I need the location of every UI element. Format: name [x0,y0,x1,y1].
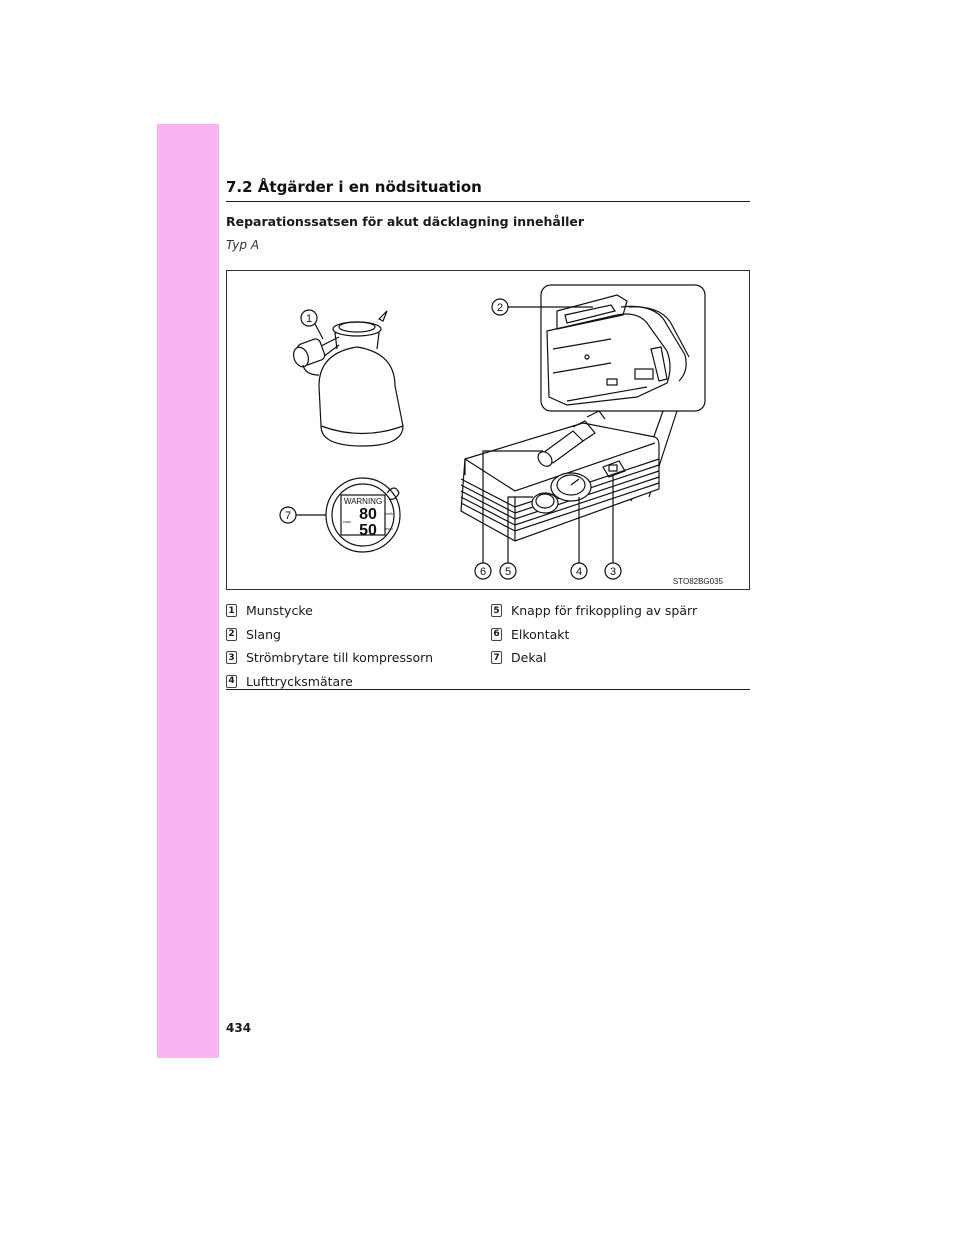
kit-contents-heading: Reparationssatsen för akut däcklagning innehåller [226,214,585,229]
callout-5: 5 [504,566,512,578]
legend-item [491,599,697,623]
type-label: Typ A [226,238,260,252]
legend-label: Knapp för frikoppling av spärr [511,603,698,619]
legend-number: 7 [491,651,502,664]
decal-warning: WARNING [343,497,383,506]
callout-2: 2 [496,302,504,314]
callout-1: 1 [305,313,313,325]
legend-item [226,599,433,623]
compressor-unit [461,411,659,541]
legend-item [491,623,697,647]
legend-number: 6 [491,628,502,641]
callout-4: 4 [575,566,583,578]
callout-6: 6 [479,566,487,578]
callout-3: 3 [609,566,617,578]
legend-item [226,646,433,670]
legend-label: Elkontakt [511,626,570,642]
sealant-bottle [291,311,403,446]
legend-label: Strömbrytare till kompressorn [246,650,433,666]
legend-right-column [491,599,697,670]
legend-divider [226,689,750,690]
legend-item [226,623,433,647]
legend-number: 2 [226,628,237,641]
legend-number: 3 [226,651,237,664]
callout-7: 7 [284,510,292,522]
decal-speed-upper: 80 [359,506,377,523]
decal-max: max [343,519,351,524]
legend-label: Dekal [511,650,547,666]
legend-left-column [226,599,433,693]
section-title: 7.2 Åtgärder i en nödsituation [226,178,750,202]
legend-label: Lufttrycksmätare [246,673,353,689]
chapter-side-tab [157,124,219,1058]
legend-item [491,646,697,670]
legend-label: Munstycke [246,603,313,619]
repair-kit-illustration [226,270,750,590]
page-number: 434 [226,1021,252,1035]
speed-decal [326,478,400,552]
legend-label: Slang [246,626,281,642]
legend-number: 4 [226,675,237,688]
decal-unit-lower: mph [385,526,393,531]
compressor-lid-inset [541,285,705,411]
decal-unit-upper: km/h [384,511,394,516]
repair-kit-drawing [227,271,749,589]
decal-speed-lower: 50 [359,522,377,539]
legend-number: 1 [226,604,237,617]
legend-number: 5 [491,604,502,617]
figure-code: STO82BG035 [672,577,723,586]
